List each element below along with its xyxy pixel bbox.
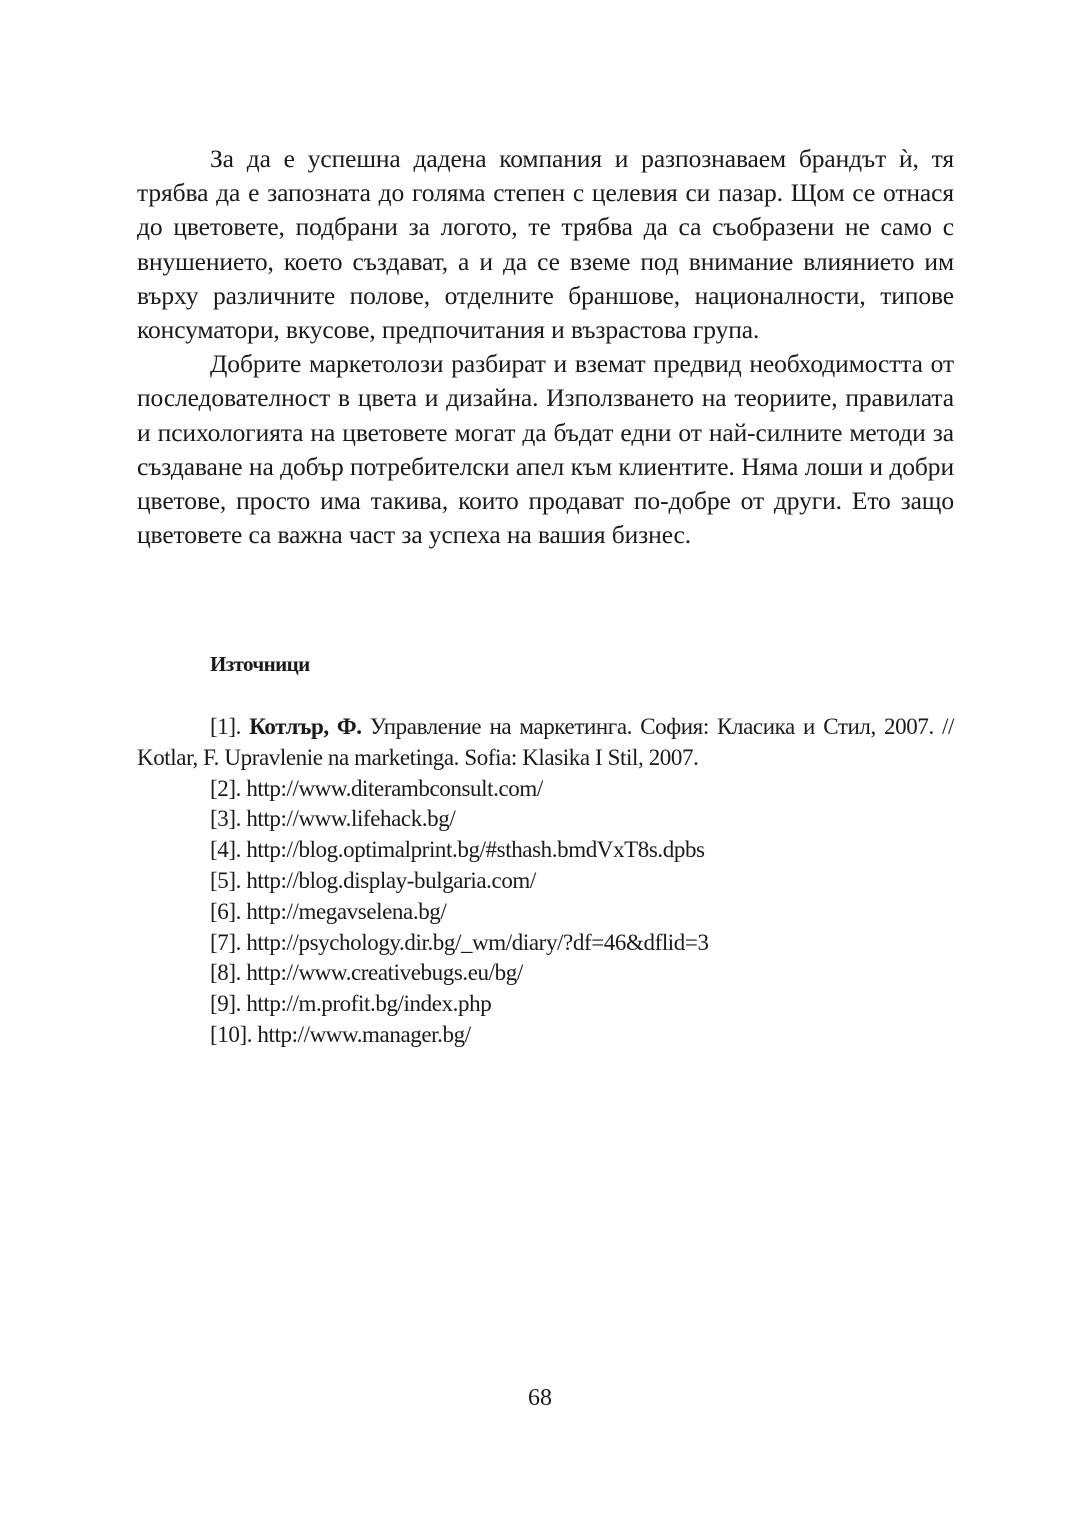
reference-list (137, 712, 954, 1051)
reference-item-7: [7]. http://psychology.dir.bg/_wm/diary/?df=46&dflid=3 (210, 929, 709, 955)
reference-number: [1]. (210, 714, 241, 739)
sources-heading: Източници (210, 652, 310, 676)
reference-text: Управление на маркетинга. София: Класика и Стил, 2007. // Kotlar, F. Upravlenie na marketinga. Sofia: Klasika I Stil, 2007. (137, 714, 954, 770)
reference-item-3: [3]. http://www.lifehack.bg/ (210, 806, 456, 832)
paragraph-1: За да е успешна дадена компания и разпознаваем брандът ѝ, тя трябва да е запозната до голяма степен с целевия си пазар. Щом се отнася до цветовете, подбрани за логото, те трябва да са съобразени не само с внушението, което създават, а и да се вземе под внимание влиянието им върху различните полове, отделните браншове, националности, типове консуматори, вкусове, предпочитания и възрастова група. (137, 144, 954, 345)
reference-item-4: [4]. http://blog.optimalprint.bg/#sthash.bmdVxT8s.dpbs (210, 837, 705, 863)
reference-item-9: [9]. http://m.profit.bg/index.php (210, 991, 492, 1017)
reference-item-5: [5]. http://blog.display-bulgaria.com/ (210, 867, 536, 893)
reference-item-6: [6]. http://megavselena.bg/ (210, 898, 447, 924)
paragraph-2: Добрите маркетолози разбират и вземат предвид необходимостта от последователност в цвета и дизайна. Използването на теориите, правилата и психологията на цветовете могат да бъдат едни от най-силните методи за създаване на добър потребителски апел към клиентите. Няма лоши и добри цветове, просто има такива, които продават по-добре от други. Ето защо цветовете са важна част за успеха на вашия бизнес. (137, 349, 954, 550)
reference-item-8: [8]. http://www.creativebugs.eu/bg/ (210, 960, 523, 986)
reference-author: Котлър, Ф. (249, 714, 362, 739)
body-text (137, 142, 954, 552)
reference-item-10: [10]. http://www.manager.bg/ (210, 1021, 471, 1047)
reference-item-1 (137, 712, 954, 774)
reference-item-2: [2]. http://www.diterambconsult.com/ (210, 775, 543, 801)
page-number: 68 (528, 1385, 552, 1411)
